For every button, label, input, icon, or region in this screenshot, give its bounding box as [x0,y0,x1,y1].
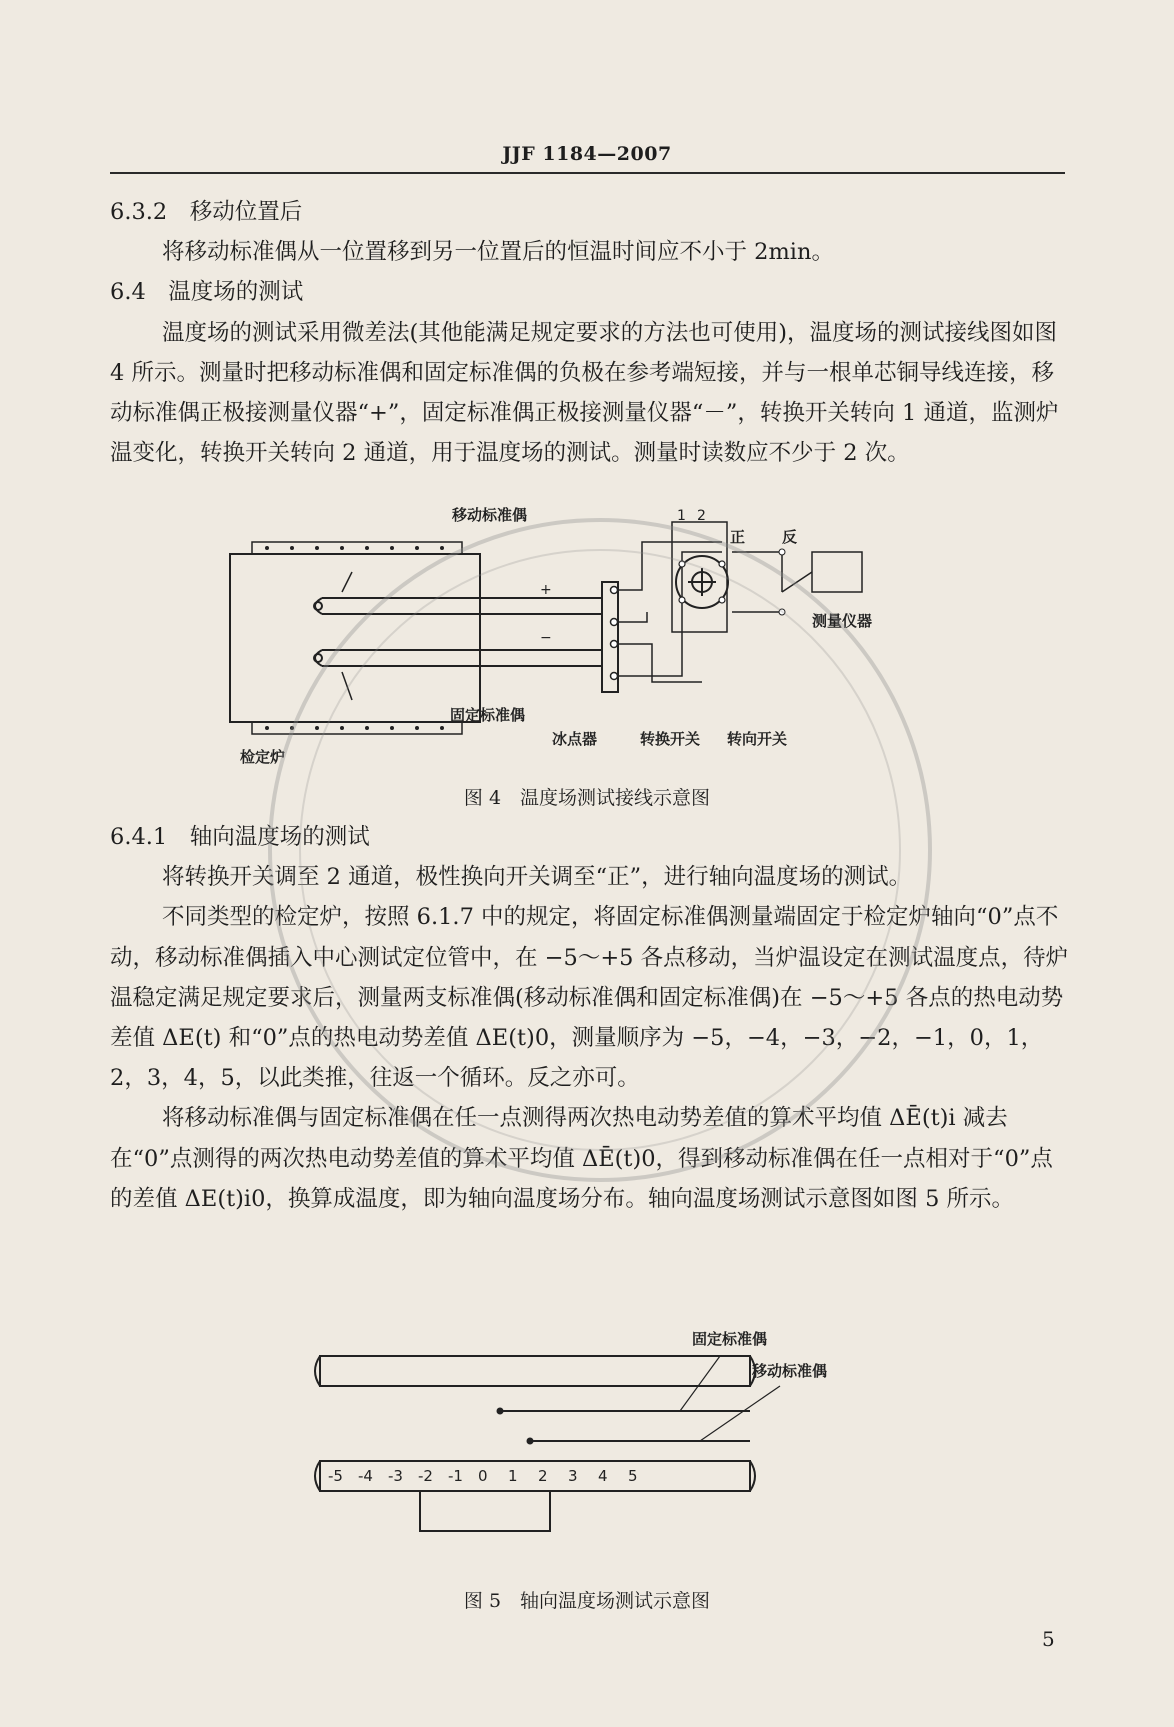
label-negative: 反 [782,528,798,546]
instrument-box [812,552,862,592]
scale-tick-2: 2 [538,1467,548,1485]
scale-tick--5: -5 [328,1467,343,1485]
page-number: 5 [1042,1627,1055,1651]
label-plus: + [540,582,552,598]
figure-5-axial-field-diagram [300,1330,900,1576]
para-6-4-1-b: 不同类型的检定炉，按照 6.1.7 中的规定，将固定标准偶测量端固定于检定炉轴向“0”点不动，移动标准偶插入中心测试定位管中，在 −5～+5 各点移动，当炉温设定在测试温度点，待炉温稳定满足规定要求后，测量两支标准偶(移动标准偶和固定标准偶)在 −5～+5 各点的热电动势差值 ΔE(t) 和“0”点的热电动势差值 ΔE(t)0，测量顺序为 −5，−4，−3，−2，−1，0，1，2，3，4，5，以此类推，往返一个循环。反之亦可。 [110,904,1069,1092]
label-moving-tc: 移动标准偶 [452,506,528,524]
figure-4-caption: 图 4 温度场测试接线示意图 [463,787,711,809]
heading-6-4: 6.4 温度场的测试 [110,279,304,306]
furnace-body [230,554,480,722]
scale-tick--4: -4 [358,1467,373,1485]
label-minus: − [540,630,552,646]
scale-tick-0: 0 [478,1467,488,1485]
scale-tick-5: 5 [628,1467,638,1485]
scale-tick--2: -2 [418,1467,433,1485]
figure-5-caption: 图 5 轴向温度场测试示意图 [463,1590,711,1612]
para-6-3-2: 将移动标准偶从一位置移到另一位置后的恒温时间应不小于 2min。 [162,239,834,266]
heading-6-4-1: 6.4.1 轴向温度场的测试 [110,824,370,850]
running-header: JJF 1184—2007 [502,143,672,165]
scale-tick-1: 1 [508,1467,518,1485]
fig5-label-fixed-tc: 固定标准偶 [692,1330,768,1348]
label-fixed-tc: 固定标准偶 [450,706,526,724]
fixed-thermocouple [315,650,602,666]
label-furnace: 检定炉 [240,748,286,766]
body-text [110,192,1072,473]
header-rule [110,172,1065,174]
fig5-label-moving-tc: 移动标准偶 [752,1362,828,1380]
furnace-top-heater [252,542,462,554]
furnace-bottom-heater [252,722,462,734]
label-instrument: 测量仪器 [812,612,873,630]
furnace-base [420,1491,550,1531]
scale-tick-4: 4 [598,1467,608,1485]
moving-thermocouple [315,598,602,614]
para-6-4-1-a: 将转换开关调至 2 通道，极性换向开关调至“正”，进行轴向温度场的测试。 [162,864,912,891]
label-ch2: 2 [697,508,706,524]
figure-4-wiring-diagram [222,506,942,802]
label-ch1: 1 [677,508,686,524]
scale-tick-3: 3 [568,1467,578,1485]
label-positive: 正 [730,528,746,546]
label-reversing-switch: 转向开关 [727,730,788,748]
body-text-2 [110,817,1072,1219]
scale-tick--3: -3 [388,1467,403,1485]
furnace-tube-top [320,1356,750,1386]
heading-6-3-2: 6.3.2 移动位置后 [110,199,303,225]
furnace-tube-bottom [320,1461,750,1491]
para-6-4-1-c: 将移动标准偶与固定标准偶在任一点测得两次热电动势差值的算术平均值 ΔĒ(t)i 减去在“0”点测得的两次热电动势差值的算术平均值 ΔĒ(t)0，得到移动标准偶在任一点相对于“0”点的差值 ΔE(t)i0，换算成温度，即为轴向温度场分布。轴向温度场测试示意图如图 5 所示。 [110,1105,1053,1212]
scale-tick--1: -1 [448,1467,463,1485]
label-switch: 转换开关 [640,730,701,748]
para-6-4: 温度场的测试采用微差法(其他能满足规定要求的方法也可使用)，温度场的测试接线图如图 4 所示。测量时把移动标准偶和固定标准偶的负极在参考端短接，并与一根单芯铜导线连接，移动标准偶正极接测量仪器“+”，固定标准偶正极接测量仪器“－”，转换开关转向 1 通道，监测炉温变化，转换开关转向 2 通道，用于温度场的测试。测量时读数应不少于 2 次。 [110,319,1059,467]
label-ice-point: 冰点器 [552,730,598,748]
